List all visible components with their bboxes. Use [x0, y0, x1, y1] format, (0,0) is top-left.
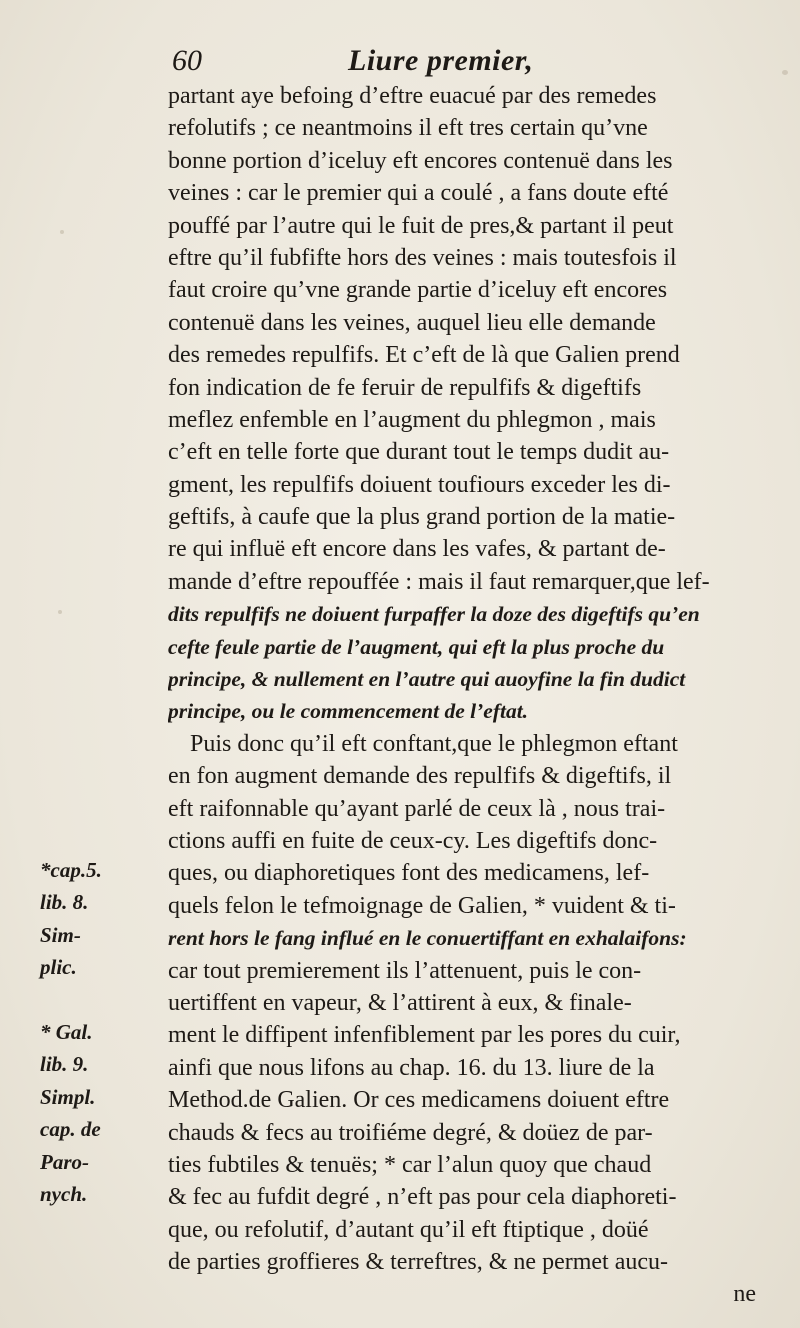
- text-line: chauds & fecs au troifiéme degré, & doüez de par-: [168, 1119, 653, 1146]
- margin-note: nych.: [40, 1181, 88, 1206]
- text-line: faut croire qu’vne grande partie d’iceluy eft encores: [168, 277, 668, 304]
- text-line: mande d’eftre repouffée : mais il faut remarquer,que lef-: [168, 568, 710, 595]
- text-line: en fon augment demande des repulfifs & digeftifs, il: [168, 763, 672, 790]
- text-line: ainfi que nous lifons au chap. 16. du 13. liure de la: [168, 1054, 655, 1081]
- text-line: car tout premierement ils l’attenuent, puis le con-: [168, 957, 642, 984]
- running-title: Liure premier,: [348, 44, 534, 77]
- margin-note: plic.: [40, 955, 77, 980]
- text-line: cefte feule partie de l’augment, qui eft la plus proche du: [168, 634, 665, 659]
- text-line: principe, & nullement en l’autre qui auoyfine la fin dudict: [168, 667, 686, 692]
- text-line: meflez enfemble en l’augment du phlegmon , mais: [168, 406, 656, 433]
- margin-note: Simpl.: [40, 1084, 96, 1109]
- page-header: [172, 44, 592, 84]
- text-line: bonne portion d’iceluy eft encores contenuë dans les: [168, 147, 673, 174]
- text-line: eftre qu’il fubfifte hors des veines : mais toutesfois il: [168, 244, 677, 271]
- margin-note: cap. de: [40, 1117, 101, 1142]
- text-line: refolutifs ; ce neantmoins il eft tres certain qu’vne: [168, 115, 648, 142]
- paper-blemish: [58, 610, 62, 614]
- margin-note: Paro-: [40, 1149, 89, 1174]
- text-line: gment, les repulfifs doiuent toufiours exceder les di-: [168, 471, 671, 498]
- margin-note: Sim-: [40, 922, 81, 947]
- margin-note: lib. 8.: [40, 890, 89, 915]
- text-line: Method.de Galien. Or ces medicamens doiuent eftre: [168, 1087, 670, 1114]
- text-line: re qui influë eft encore dans les vafes, & partant de-: [168, 536, 666, 563]
- text-line: c’eft en telle forte que durant tout le temps dudit au-: [168, 439, 670, 466]
- text-line: eft raifonnable qu’ayant parlé de ceux là , nous trai-: [168, 795, 666, 822]
- margin-note: lib. 9.: [40, 1052, 89, 1077]
- text-line: fon indication de fe feruir de repulfifs & digeftifs: [168, 374, 642, 401]
- margin-notes: [40, 854, 160, 1210]
- text-line: des remedes repulfifs. Et c’eft de là que Galien prend: [168, 342, 680, 369]
- text-line: principe, ou le commencement de l’eftat.: [168, 699, 529, 724]
- text-line: partant aye befoing d’eftre euacué par des remedes: [168, 83, 657, 109]
- text-line: de parties groffieres & terreftres, & ne permet aucu-: [168, 1249, 668, 1276]
- text-line: geftifs, à caufe que la plus grand portion de la matie-: [168, 504, 676, 531]
- paper-blemish: [60, 230, 64, 234]
- text-line: ctions auffi en fuite de ceux-cy. Les digeftifs donc-: [168, 827, 658, 854]
- paper-blemish: [782, 70, 788, 75]
- text-line: & fec au fufdit degré , n’eft pas pour cela diaphoreti-: [168, 1184, 677, 1211]
- page-number: 60: [172, 44, 202, 77]
- text-line: pouffé par l’autre qui le fuit de pres,& partant il peut: [168, 212, 674, 239]
- text-line: rent hors le fang influé en le conuertiffant en exhalaifons:: [168, 926, 687, 951]
- text-line: quels felon le tefmoignage de Galien, * vuident & ti-: [168, 892, 676, 919]
- text-line: veines : car le premier qui a coulé , a fans doute efté: [168, 180, 669, 207]
- text-line: Puis donc qu’il eft conftant,que le phlegmon eftant: [190, 730, 678, 757]
- text-line: contenuë dans les veines, auquel lieu elle demande: [168, 309, 656, 336]
- margin-note: * Gal.: [40, 1019, 93, 1044]
- text-line: ment le diffipent infenfiblement par les pores du cuir,: [168, 1022, 681, 1049]
- main-text-block: [168, 80, 762, 1311]
- text-line: ques, ou diaphoretiques font des medicamens, lef-: [168, 860, 650, 887]
- text-line: uertiffent en vapeur, & l’attirent à eux, & finale-: [168, 989, 632, 1016]
- text-line: ties fubtiles & tenuës; * car l’alun quoy que chaud: [168, 1151, 652, 1178]
- text-line: ne: [733, 1281, 756, 1308]
- text-line: dits repulfifs ne doiuent furpaffer la doze des digeftifs qu’en: [168, 602, 700, 627]
- margin-note: *cap.5.: [40, 858, 102, 882]
- text-line: que, ou refolutif, d’autant qu’il eft ftiptique , doüé: [168, 1216, 649, 1243]
